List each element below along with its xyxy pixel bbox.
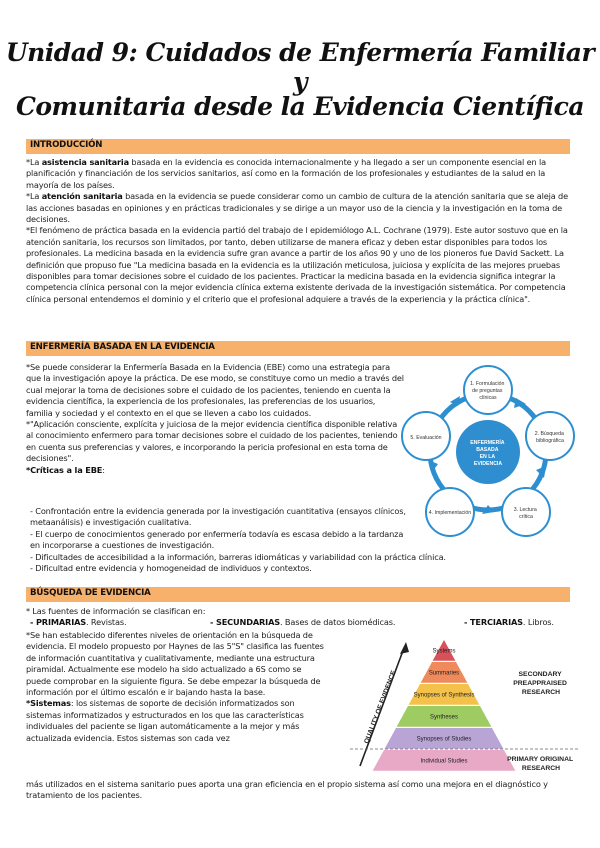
section-title-intro: INTRODUCCIÓN — [30, 140, 103, 150]
secondary-label-1: SECONDARY — [518, 671, 562, 678]
secondary-label-3: RESEARCH — [521, 689, 561, 696]
busqueda-text — [26, 630, 324, 744]
cycle-center-line-4: EVIDENCIA — [473, 461, 503, 467]
svg-text:3. Lectura crítica: 3. Lectura crítica — [513, 507, 537, 520]
ebe-text — [26, 362, 404, 476]
primary-label-1: PRIMARY ORIGINAL — [507, 756, 574, 763]
fuente-secundarias: - SECUNDARIAS. Bases de datos biomédicas. — [210, 617, 396, 627]
sistemas-paragraph: *Sistemas: los sistemas de soporte de decisión informatizados son sistemas informatizados y estructurados en los que las características individuales del paciente se ligan automáticamente a la mejor y más actualizada evidencia. Estos sistemas son cada vez — [26, 698, 304, 743]
ebe-cycle-diagram — [398, 362, 578, 540]
criticas-item-3: - Dificultades de accesibilidad a la información, barreras idiomáticas y variabilidad con la práctica clínica. — [30, 551, 446, 562]
fuente-terciarias: - TERCIARIAS. Libros. — [464, 617, 554, 627]
criticas-item-4: - Dificultad entre evidencia y homogeneidad de individuos y contextos. — [30, 563, 312, 574]
haynes-paragraph: *Se han establecido diferentes niveles de orientación en la búsqueda de evidencia. El modelo propuesto por Haynes de las 5"S" clasifica las fuentes de información cuantitativa y cualitativamente, mediante una estructura piramidal. Actualmente ese modelo ha sido actualizado a 6S como se puede comprobar en la siguiente figura. Se debe empezar la búsqueda de información por el último escalón e ir bajando hasta la base. — [26, 630, 324, 698]
svg-text:4. Implementación: 4. Implementación — [428, 510, 472, 516]
svg-text:2. Búsqueda bibliográfica: 2. Búsqueda bibliográfica — [534, 431, 564, 444]
ebe-paragraph-1: *Se puede considerar la Enfermería Basada en la Evidencia (EBE) como una estrategia para que la investigación apoye la práctica. De ese modo, se constituye como un medio a través del cual mejorar la toma de decisiones sobre el cuidado de los pacientes, teniendo en cuenta la evidencia científica, la experiencia de los profesionales, las preferencias de los usuarios, familia y sociedad y el contexto en el que se lleven a cabo los cuidados. — [26, 362, 404, 418]
pyramid-level-label-5: Synopses of Studies — [416, 736, 472, 743]
svg-text:PRIMARY ORIGINAL RESEARCH — [507, 756, 575, 772]
pyramid-level-label-2: Summaries — [428, 670, 460, 677]
fuente-primarias: - PRIMARIAS. Revistas. — [30, 617, 127, 627]
cycle-center-line-2: BASADA — [476, 447, 499, 453]
intro-paragraph-3: *El fenómeno de práctica basada en la evidencia partió del trabajo de l epidemiólogo A.L. Cochrane (1979). Este autor sostuvo que en la atención sanitaria, los recursos son limitados, por tanto, deben utilizarse de manera eficaz y deben estar disponibles para todos los profesionales. La medicina basada en la evidencia sufre gran avance a partir de los años 90 y uno de los pioneros fue David Sackett. La definición que propuso fue "La medicina basada en la evidencia es la utilización meticulosa, juiciosa y explícita de las mejores pruebas disponibles para tomar decisiones sobre el cuidado de los pacientes. Practicar la medicina basada en la evidencia significa integrar la competencia clínica personal con la mejor evidencia clínica externa existente derivada de la investigación sistemática. Por competencia clínica personal entendemos el dominio y el criterio que el profesional adquiere a través de la experiencia y la práctica clínica". — [26, 225, 568, 304]
intro-paragraph-1: *La asistencia sanitaria basada en la evidencia es conocida internacionalmente y ha llegado a ser un componente esencial en la planificación y financiación de los servicios sanitarios, así como en la formación de los profesionales y estudiantes de la salud en la mayoría de los países. — [26, 157, 546, 190]
ebe-criticas-heading: *Críticas a la EBE: — [26, 464, 105, 475]
sistemas-paragraph-continued: más utilizados en el sistema sanitario pues aporta una gran eficiencia en el propio sistema así como una mejora en el diagnóstico y tratamiento de los pacientes. — [26, 779, 548, 801]
svg-text:SECONDARY PREAPPRAISED — [513, 671, 569, 696]
evidence-pyramid — [330, 630, 580, 778]
page-title-line-2: Comunitaria desde la Evidencia Científica — [15, 92, 585, 121]
pyramid-level-label-4: Syntheses — [429, 714, 459, 721]
pyramid-levels — [373, 640, 516, 771]
secondary-label-2: PREAPPRAISED — [513, 680, 567, 687]
pyramid-level-label-6: Individual Studies — [420, 758, 468, 765]
section-header-intro — [26, 139, 570, 154]
pyramid-level-label-3: Synopses of Synthesis — [413, 692, 475, 699]
section-header-busqueda — [26, 587, 570, 602]
section-title-ebe: ENFERMERÍA BASADA EN LA EVIDENCIA — [30, 342, 215, 352]
section-header-ebe — [26, 341, 570, 356]
criticas-item-2: - El cuerpo de conocimientos generado por enfermería todavía es escasa debido a la tardanza en incorporarse a cuestiones de investigación. — [30, 528, 404, 551]
intro-text — [26, 157, 572, 305]
cycle-center-line-1: ENFERMERÍA — [470, 440, 505, 446]
pyramid-level-label-1: Systems — [432, 648, 456, 655]
section-title-busqueda: BÚSQUEDA DE EVIDENCIA — [30, 588, 151, 598]
primary-label-2: RESEARCH — [521, 765, 561, 772]
ebe-paragraph-2: *"Aplicación consciente, explícita y juiciosa de la mejor evidencia científica disponible relativa al conocimiento enfermero para tomar decisiones sobre el cuidado de los pacientes, teniendo en cuenta sus preferencias y valores, e incorporando la pericia profesional en esta toma de decisiones". — [26, 419, 398, 464]
cycle-center-line-3: EN LA — [479, 454, 495, 460]
quality-arrow-head — [400, 642, 409, 654]
criticas-item-1: - Confrontación entre la evidencia generada por la investigación cuantitativa (ensayos clínicos, metaanálisis) e investigación cualitativa. — [30, 506, 406, 528]
svg-text:5. Evaluación: 5. Evaluación — [410, 435, 442, 441]
page-title-line-1: Unidad 9: Cuidados de Enfermería Familiar y — [5, 38, 595, 96]
quality-axis-label: QUALITY OF EVIDENCE — [363, 669, 398, 745]
fuentes-intro: * Las fuentes de información se clasifican en: — [26, 606, 206, 616]
intro-paragraph-2: *La atención sanitaria basada en la evidencia se puede considerar como un cambio de cultura de la atención sanitaria que se aleja de las acciones basadas en opiniones y en prácticas tradicionales y se dirige a un mayor uso de la ciencia y la investigación en la toma de decisiones. — [26, 191, 568, 225]
svg-text:1. Formulación de pregunta: 1. Formulación de preguntas clínicas — [470, 381, 505, 401]
